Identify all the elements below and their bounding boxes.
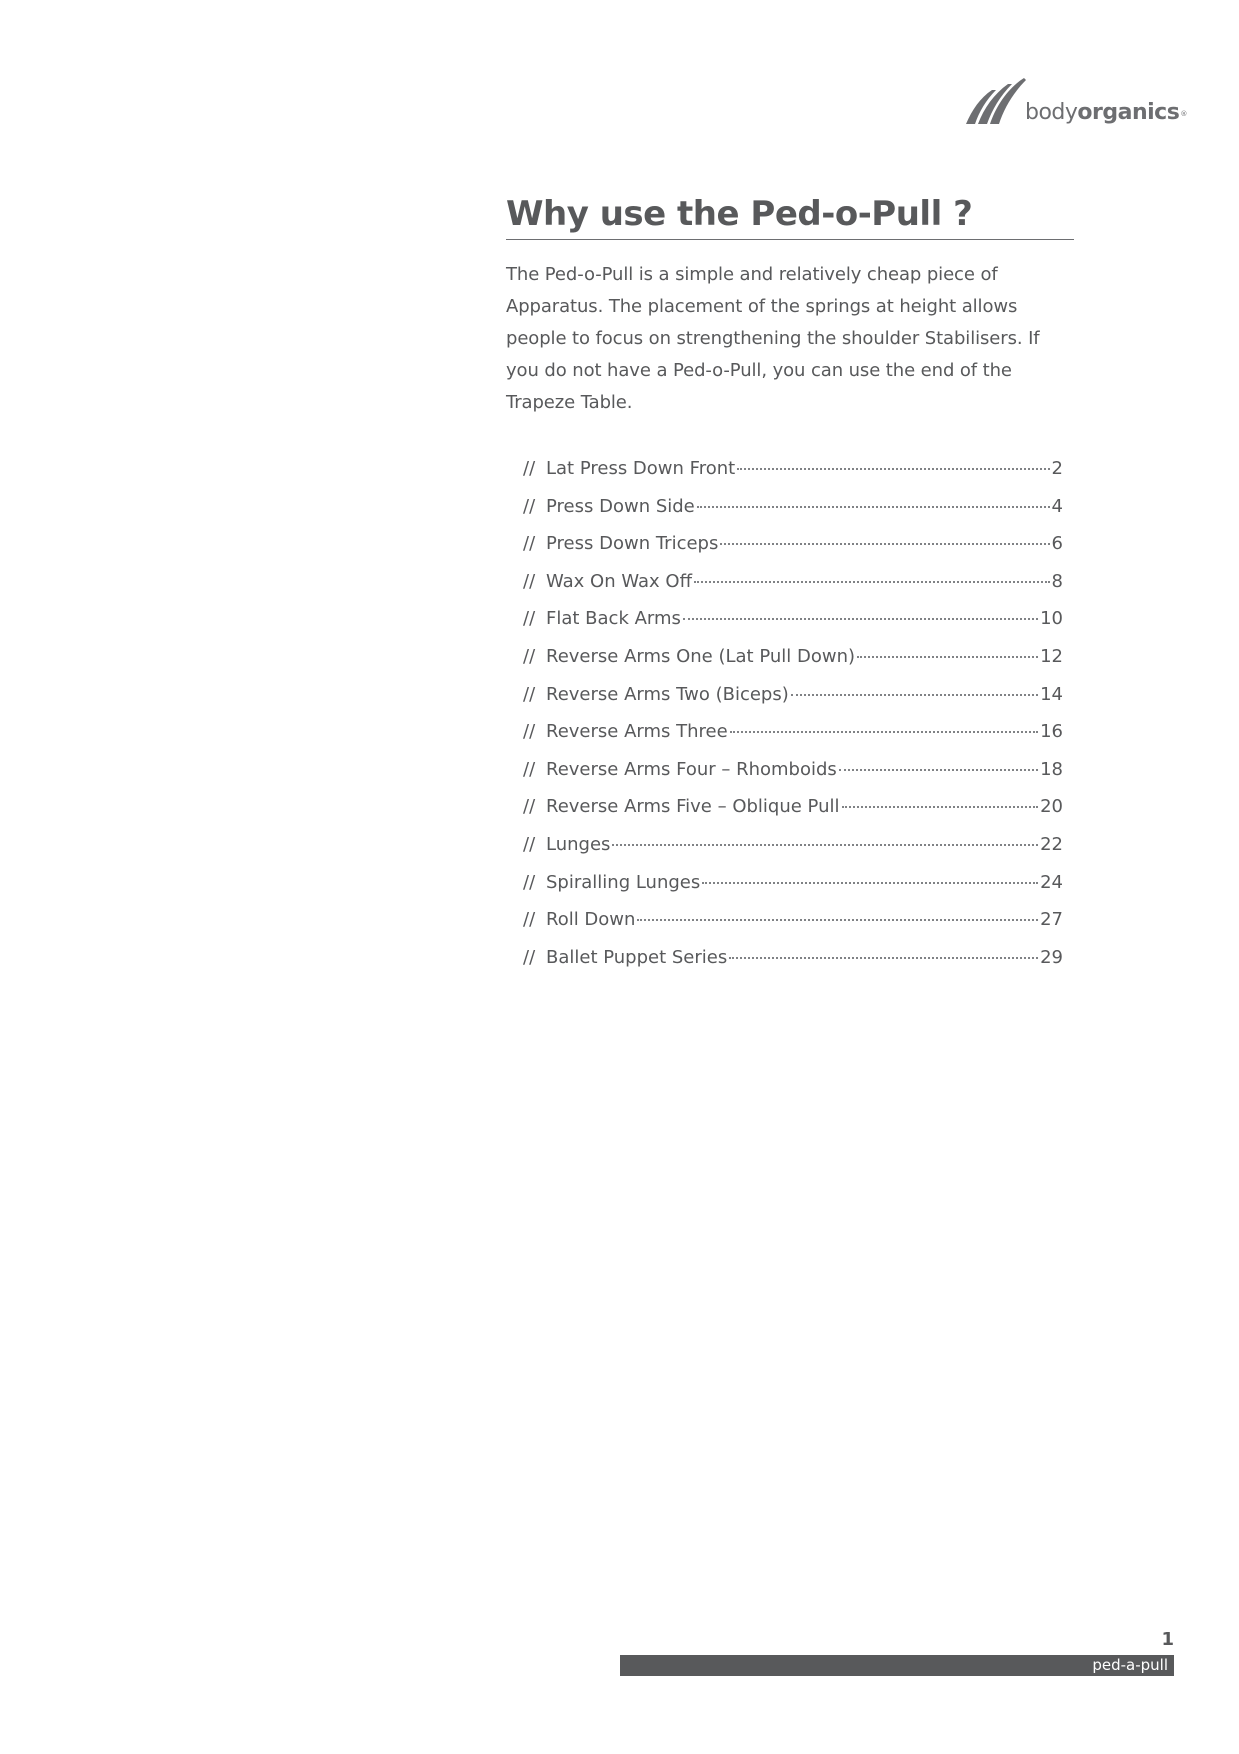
registered-mark: ® [1180, 110, 1187, 118]
toc-item-page: 16 [1040, 721, 1063, 743]
toc-item-label: Press Down Side [546, 495, 695, 517]
toc-prefix: // [523, 796, 536, 818]
toc-prefix: // [523, 758, 536, 780]
toc-item-label: Spiralling Lunges [546, 871, 701, 893]
toc-item[interactable] [523, 872, 1063, 910]
toc-prefix: // [523, 645, 536, 667]
toc-item[interactable] [523, 909, 1063, 947]
toc-item-label: Reverse Arms Three [546, 721, 728, 743]
toc-item[interactable] [523, 646, 1063, 684]
toc-leader-dots [839, 769, 1038, 771]
intro-paragraph: The Ped-o-Pull is a simple and relatively cheap piece of Apparatus. The placement of the springs at height allows people to focus on strengthening the shoulder Stabilisers. If you do not have a Ped-o-Pull, you can use the end of the Trapeze Table. [506, 264, 1040, 413]
toc-leader-dots [697, 506, 1050, 508]
toc-leader-dots [729, 957, 1038, 959]
toc-item-page: 29 [1040, 946, 1063, 968]
toc-item[interactable] [523, 608, 1063, 646]
toc-item[interactable] [523, 759, 1063, 797]
toc-item[interactable] [523, 721, 1063, 759]
toc-item[interactable] [523, 533, 1063, 571]
toc-leader-dots [694, 581, 1050, 583]
toc-prefix: // [523, 833, 536, 855]
toc-item-label: Wax On Wax Off [546, 570, 692, 592]
brand-logo [966, 72, 1186, 132]
toc-item[interactable] [523, 458, 1063, 496]
toc-item-label: Reverse Arms Five – Oblique Pull [546, 796, 840, 818]
toc-prefix: // [523, 608, 536, 630]
toc-item[interactable] [523, 496, 1063, 534]
toc-item-label: Reverse Arms One (Lat Pull Down) [546, 645, 856, 667]
toc-prefix: // [523, 946, 536, 968]
toc-item[interactable] [523, 796, 1063, 834]
table-of-contents [523, 458, 1063, 984]
toc-prefix: // [523, 683, 536, 705]
toc-item[interactable] [523, 571, 1063, 609]
toc-leader-dots [730, 731, 1038, 733]
toc-item-page: 4 [1051, 495, 1063, 517]
brand-wordmark [1025, 100, 1187, 125]
toc-item-label: Reverse Arms Two (Biceps) [546, 683, 789, 705]
toc-prefix: // [523, 721, 536, 743]
toc-prefix: // [523, 871, 536, 893]
swoosh-stripes-icon [966, 74, 1026, 126]
toc-item-label: Press Down Triceps [546, 533, 719, 555]
toc-item-label: Roll Down [546, 909, 636, 931]
toc-item-page: 22 [1040, 833, 1063, 855]
footer-bar [620, 1655, 1174, 1676]
toc-prefix: // [523, 458, 536, 479]
toc-leader-dots [702, 882, 1038, 884]
page-title: Why use the Ped-o-Pull ? [506, 194, 1074, 240]
toc-prefix: // [523, 570, 536, 592]
toc-item-label: Lunges [546, 833, 611, 855]
toc-item-label: Ballet Puppet Series [546, 946, 728, 968]
toc-item-page: 24 [1040, 871, 1063, 893]
toc-item-page: 27 [1040, 909, 1063, 931]
toc-item-page: 20 [1040, 796, 1063, 818]
toc-item-page: 2 [1051, 458, 1063, 479]
brand-word-organics: organics [1077, 100, 1180, 125]
toc-leader-dots [857, 656, 1038, 658]
toc-prefix: // [523, 495, 536, 517]
toc-prefix: // [523, 533, 536, 555]
toc-prefix: // [523, 909, 536, 931]
toc-item-page: 12 [1040, 645, 1063, 667]
toc-leader-dots [791, 694, 1038, 696]
toc-item[interactable] [523, 834, 1063, 872]
page-number: 1 [1161, 1629, 1174, 1650]
toc-item-page: 14 [1040, 683, 1063, 705]
toc-item-page: 18 [1040, 758, 1063, 780]
footer-label: ped-a-pull [1092, 1656, 1168, 1674]
toc-leader-dots [720, 543, 1049, 545]
brand-word-body: body [1025, 100, 1078, 125]
toc-item-label: Lat Press Down Front [546, 458, 736, 479]
toc-item-label: Flat Back Arms [546, 608, 681, 630]
toc-item-page: 6 [1051, 533, 1063, 555]
toc-item-page: 10 [1040, 608, 1063, 630]
toc-item[interactable] [523, 684, 1063, 722]
toc-leader-dots [612, 844, 1038, 846]
toc-item-label: Reverse Arms Four – Rhomboids [546, 758, 837, 780]
toc-leader-dots [842, 806, 1039, 808]
toc-leader-dots [737, 468, 1049, 470]
toc-item[interactable] [523, 947, 1063, 985]
toc-item-page: 8 [1051, 570, 1063, 592]
toc-leader-dots [683, 618, 1038, 620]
toc-leader-dots [637, 919, 1038, 921]
